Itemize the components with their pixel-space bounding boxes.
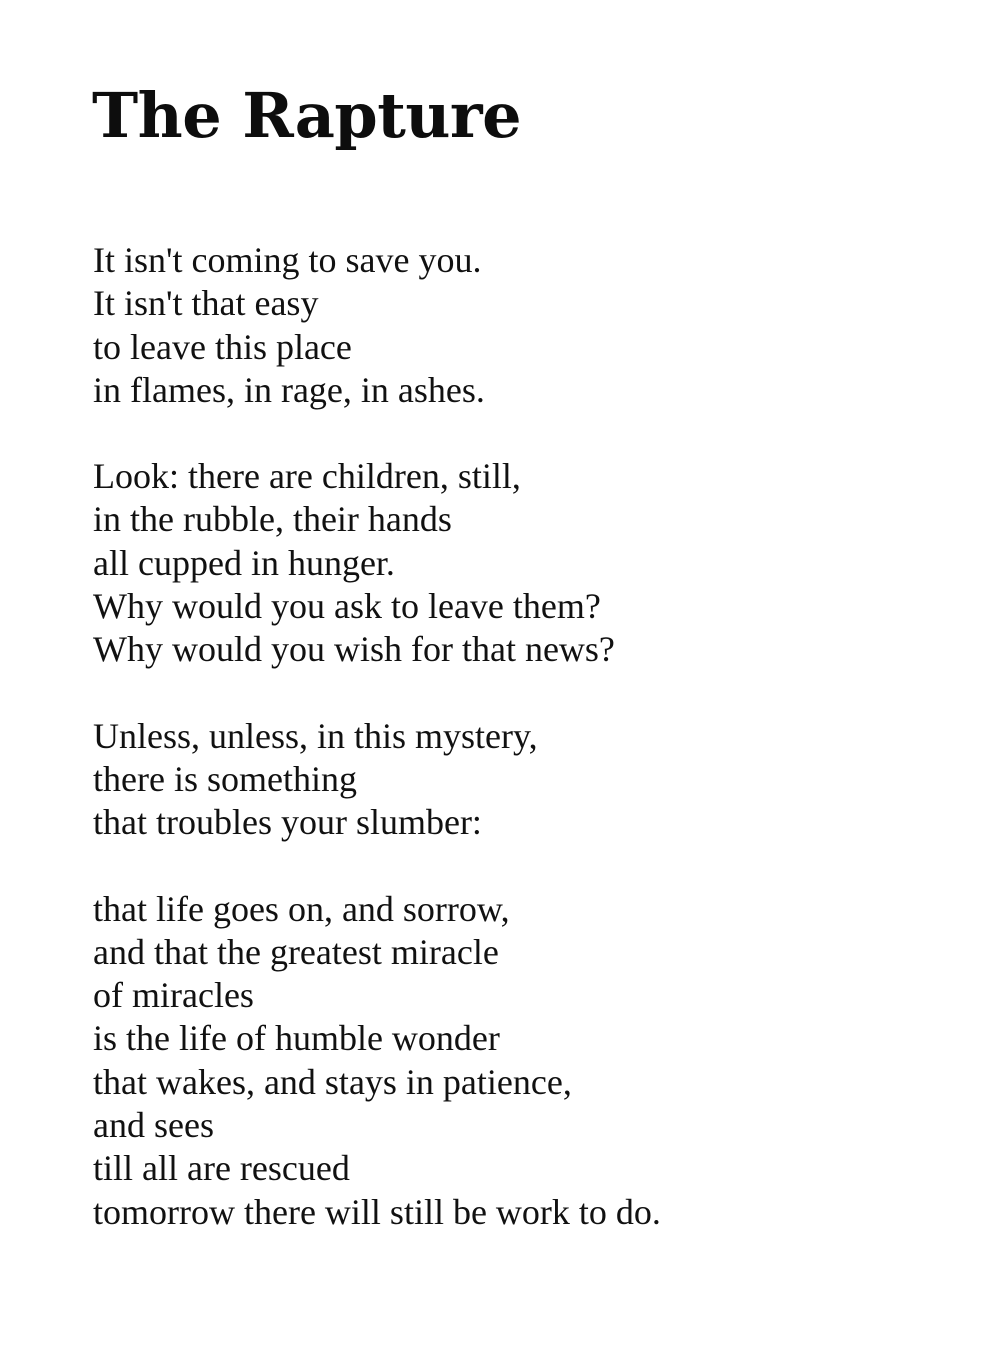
poem-line: and sees [93,1105,214,1146]
poem-body [93,239,973,1277]
poem-line: that troubles your slumber: [93,802,482,843]
poem-line: Look: there are children, still, [93,456,521,497]
poem-line: tomorrow there will still be work to do. [93,1191,661,1232]
poem-line: It isn't that easy [93,283,319,324]
poem-line: Why would you wish for that news? [93,629,615,670]
poem-line: in the rubble, their hands [93,499,452,540]
poem-line: there is something [93,758,357,799]
poem-line: and that the greatest miracle [93,931,499,972]
stanza-2 [93,455,973,671]
stanza-3 [93,715,973,845]
poem-line: all cupped in hunger. [93,542,395,583]
poem-line: that life goes on, and sorrow, [93,888,510,929]
stanza-4 [93,888,973,1234]
poem-line: in flames, in rage, in ashes. [93,369,485,410]
poem-line: It isn't coming to save you. [93,240,482,280]
poem-line: that wakes, and stays in patience, [93,1061,572,1102]
poem-line: till all are rescued [93,1148,350,1189]
poem-line: is the life of humble wonder [93,1018,500,1059]
stanza-1 [93,239,973,412]
poem-line: to leave this place [93,326,352,367]
poem-line: of miracles [93,975,254,1016]
poem-title: The Rapture [92,79,522,152]
poem-line: Why would you ask to leave them? [93,586,601,627]
poem-line: Unless, unless, in this mystery, [93,715,538,756]
